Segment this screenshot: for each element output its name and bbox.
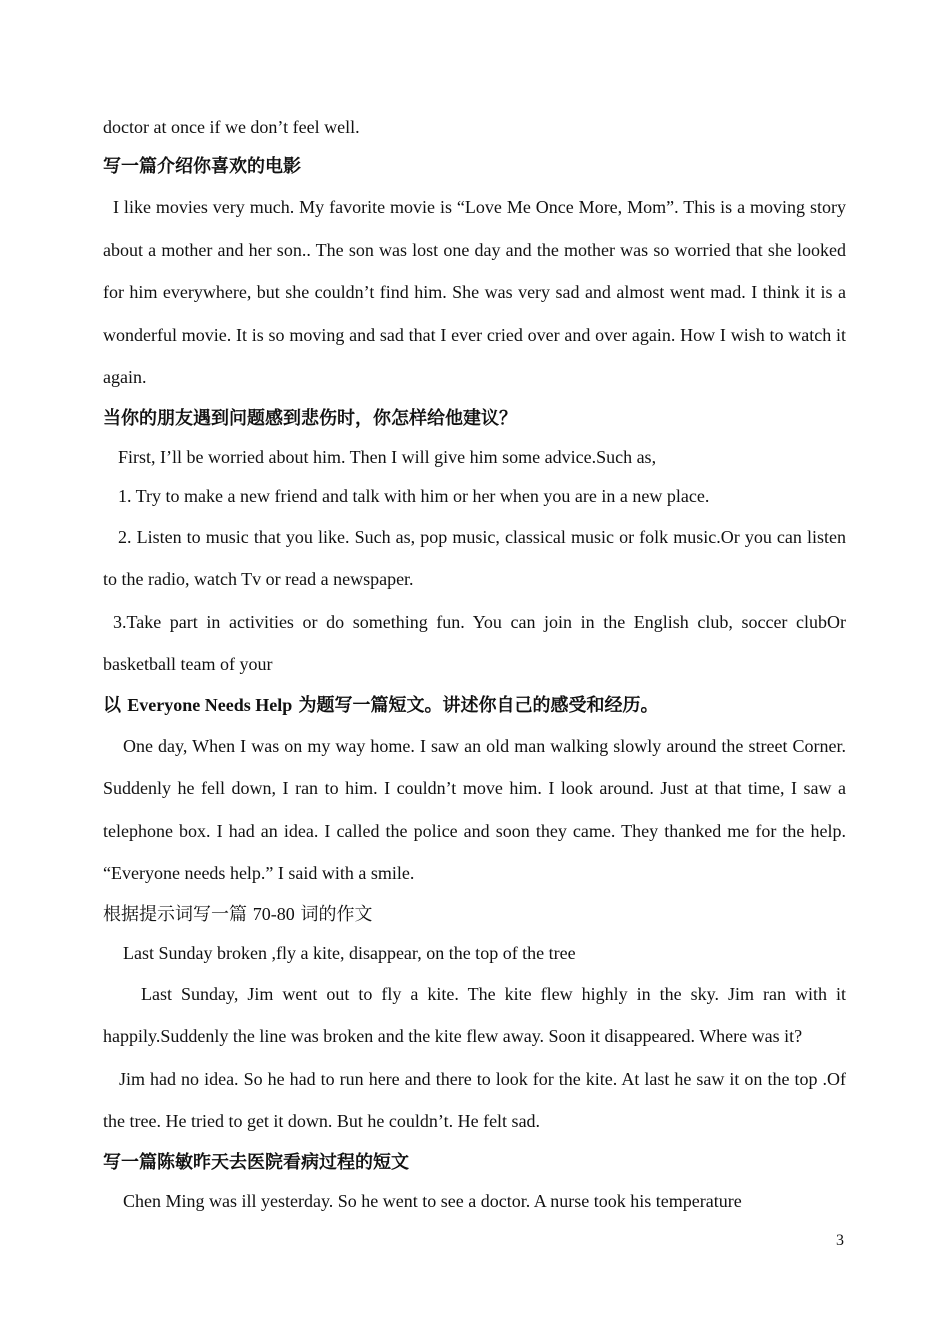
heading-english-title: Everyone Needs Help (127, 694, 293, 715)
paragraph-kite-story-1: Last Sunday, Jim went out to fly a kite. The kite flew highly in the sky. Jim ran with it happily.Suddenly the line was broken and the kite flew away. Soon it disappeared. Where was it? (103, 983, 846, 1046)
paragraph-advice-item-1: 1. Try to make a new friend and talk with him or her when you are in a new place. (118, 485, 710, 506)
heading-favorite-movie: 写一篇介绍你喜欢的电影 (103, 156, 301, 177)
page-number: 3 (836, 1232, 844, 1249)
heading-prefix: 以 (103, 694, 128, 716)
heading-advice-friend: 当你的朋友遇到问题感到悲伤时，你怎样给他建议？ (103, 407, 517, 429)
paragraph-advice-intro: First, I’ll be worried about him. Then I will give him some advice.Such as, (118, 446, 657, 467)
paragraph-favorite-movie: I like movies very much. My favorite movie is “Love Me Once More, Mom”. This is a moving story about a mother and her son.. The son was lost one day and the mother was so worried that she looked for him everywhere, but she couldn’t find him. She was very sad and almost went mad. I think it is a wonderful movie. It is so moving and sad that I ever cried over and over again. How I wish to watch it again. (103, 197, 846, 387)
paragraph-advice-item-2: 2. Listen to music that you like. Such as, pop music, classical music or folk music.Or you can listen to the radio, watch Tv or read a newspaper. (103, 526, 846, 589)
paragraph-kite-story-2: Jim had no idea. So he had to run here and there to look for the kite. At last he saw it on the top .Of the tree. He tried to get it down. But he couldn’t. He felt sad. (103, 1068, 846, 1131)
paragraph-everyone-needs-help: One day, When I was on my way home. I saw an old man walking slowly around the street Corner. Suddenly he fell down, I ran to him. I couldn’t move him. I look around. Just at that time, I saw a telephone box. I had an idea. I called the police and soon they came. They thanked me for the help. “Everyone needs help.” I said with a smile. (103, 735, 846, 883)
heading-prefix: 根据提示词写一篇 (103, 903, 253, 925)
heading-hospital-visit: 写一篇陈敏昨天去医院看病过程的短文 (103, 1151, 409, 1173)
paragraph-continuation: doctor at once if we don’t feel well. (103, 117, 360, 137)
heading-everyone-needs-help (103, 686, 846, 725)
heading-suffix: 词的作文 (294, 903, 373, 925)
heading-word-count: 70-80 (252, 903, 295, 924)
heading-prompt-words (103, 895, 846, 934)
paragraph-hospital-visit: Chen Ming was ill yesterday. So he went to see a doctor. A nurse took his temperature (123, 1190, 742, 1211)
paragraph-prompt-words: Last Sunday broken ,fly a kite, disappear, on the top of the tree (123, 942, 576, 963)
document-body (103, 108, 846, 1221)
heading-suffix: 为题写一篇短文。讲述你自己的感受和经历。 (292, 694, 659, 716)
paragraph-advice-item-3: 3.Take part in activities or do something fun. You can join in the English club, soccer clubOr basketball team of your (103, 611, 846, 674)
